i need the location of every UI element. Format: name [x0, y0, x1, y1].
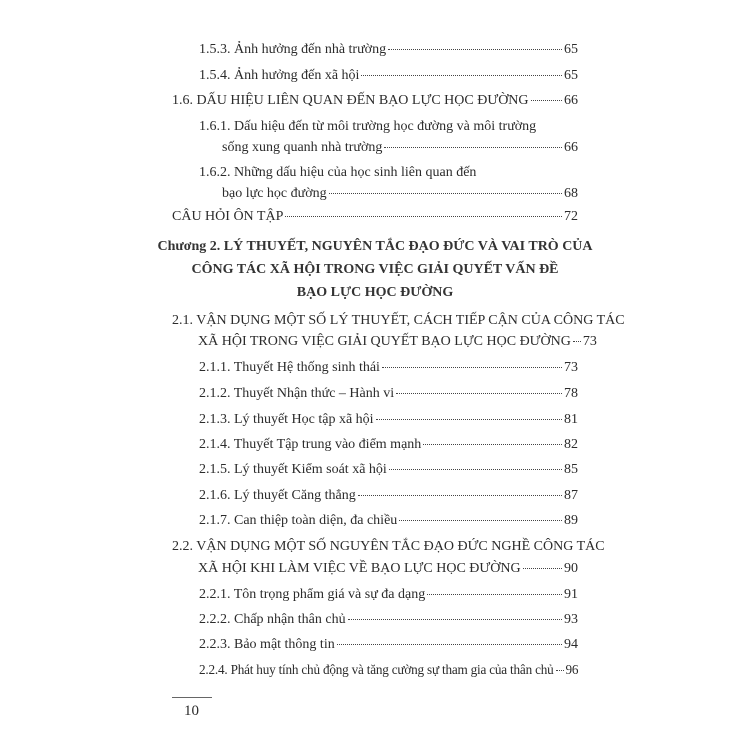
dot-leader [427, 594, 562, 595]
dot-leader [423, 444, 562, 445]
entry-page: 65 [564, 42, 578, 57]
entry-page: 73 [582, 334, 597, 349]
entry-label: 2.1.3. Lý thuyết Học tập xã hội [199, 412, 374, 427]
entry-label: 1.6. DẤU HIỆU LIÊN QUAN ĐẾN BẠO LỰC HỌC ĐƯỜNG [172, 93, 529, 108]
entry-page: 96 [565, 662, 579, 677]
toc-entry-1-5-3 [199, 41, 578, 59]
toc-entry-2-1-1 [199, 359, 578, 377]
entry-label: sống xung quanh nhà trường [222, 140, 383, 155]
entry-label: 2.2.4. Phát huy tính chủ động và tăng cường sự tham gia của thân chủ [199, 662, 554, 677]
dot-leader [337, 644, 562, 645]
dot-leader [531, 100, 562, 101]
toc-entry-2-1-5 [199, 461, 578, 479]
toc-entry-1-5-4 [199, 67, 578, 85]
dot-leader [399, 520, 562, 521]
toc-entry-2-2-4 [199, 661, 578, 679]
toc-entry-2-1-2 [199, 385, 578, 403]
toc-entry-review [172, 208, 578, 226]
toc-entry-2-1-line1: 2.1. VẬN DỤNG MỘT SỐ LÝ THUYẾT, CÁCH TIẾP CẬN CỦA CÔNG TÁC [172, 313, 625, 328]
entry-page: 91 [564, 587, 578, 602]
entry-label: 2.2.2. Chấp nhận thân chủ [199, 612, 346, 627]
toc-entry-2-1-7 [199, 512, 578, 530]
entry-page: 94 [564, 637, 578, 652]
entry-label: XÃ HỘI TRONG VIỆC GIẢI QUYẾT BẠO LỰC HỌC ĐƯỜNG [198, 334, 571, 349]
dot-leader [382, 367, 562, 368]
toc-entry-2-2-3 [199, 636, 578, 654]
dot-leader [361, 75, 562, 76]
toc-entry-1-6-2 [222, 185, 578, 203]
entry-page: 78 [564, 386, 578, 401]
entry-page: 73 [564, 360, 578, 375]
entry-page: 68 [564, 186, 578, 201]
entry-page: 65 [564, 68, 578, 83]
entry-label: 2.1.2. Thuyết Nhận thức – Hành vi [199, 386, 395, 401]
dot-leader [348, 619, 562, 620]
entry-page: 81 [564, 412, 578, 427]
dot-leader [285, 216, 562, 217]
entry-label: 2.1.5. Lý thuyết Kiểm soát xã hội [199, 462, 387, 477]
entry-page: 87 [564, 488, 578, 503]
entry-label: 1.5.3. Ảnh hưởng đến nhà trường [199, 42, 387, 57]
dot-leader [358, 495, 562, 496]
entry-page: 90 [564, 561, 578, 576]
entry-label: CÂU HỎI ÔN TẬP [172, 209, 284, 224]
toc-entry-1-6-2-line1: 1.6.2. Những dấu hiệu của học sinh liên quan đến [199, 165, 477, 180]
entry-label: 1.5.4. Ảnh hưởng đến xã hội [199, 68, 360, 83]
chapter-title-line: Chương 2. LÝ THUYẾT, NGUYÊN TẮC ĐẠO ĐỨC VÀ VAI TRÒ CỦA [157, 239, 593, 254]
entry-label: bạo lực học đường [222, 186, 327, 201]
entry-label: 2.2.3. Bảo mật thông tin [199, 637, 335, 652]
entry-page: 93 [564, 612, 578, 627]
entry-page: 66 [564, 140, 578, 155]
entry-page: 66 [564, 93, 578, 108]
entry-label: 2.1.4. Thuyết Tập trung vào điểm mạnh [199, 437, 422, 452]
entry-label: 2.2.1. Tôn trọng phẩm giá và sự đa dạng [199, 587, 426, 602]
chapter-2-title [60, 235, 690, 304]
dot-leader [556, 670, 564, 671]
chapter-title-line: CÔNG TÁC XÃ HỘI TRONG VIỆC GIẢI QUYẾT VẤN ĐỀ [191, 262, 559, 277]
dot-leader [329, 193, 562, 194]
dot-leader [388, 49, 562, 50]
toc-entry-2-2 [198, 560, 578, 578]
entry-label: 2.1.1. Thuyết Hệ thống sinh thái [199, 360, 380, 375]
dot-leader [523, 568, 562, 569]
footer-rule [172, 697, 212, 698]
dot-leader [396, 393, 562, 394]
chapter-title-line: BẠO LỰC HỌC ĐƯỜNG [296, 285, 454, 300]
entry-page: 89 [564, 513, 578, 528]
toc-entry-1-6 [172, 92, 578, 110]
toc-entry-2-2-line1: 2.2. VẬN DỤNG MỘT SỐ NGUYÊN TẮC ĐẠO ĐỨC NGHỀ CÔNG TÁC [172, 539, 605, 554]
toc-entry-2-1-6 [199, 487, 578, 505]
toc-entry-1-6-1-line1: 1.6.1. Dấu hiệu đến từ môi trường học đường và môi trường [199, 119, 537, 134]
toc-entry-2-2-1 [199, 586, 578, 604]
dot-leader [389, 469, 562, 470]
toc-entry-2-1-4 [199, 436, 578, 454]
dot-leader [376, 419, 562, 420]
entry-label: 2.1.7. Can thiệp toàn diện, đa chiều [199, 513, 398, 528]
dot-leader [573, 341, 581, 342]
toc-entry-1-6-1 [222, 139, 578, 157]
entry-page: 85 [564, 462, 578, 477]
toc-entry-2-1 [198, 333, 597, 351]
toc-entry-2-1-3 [199, 411, 578, 429]
entry-page: 72 [564, 209, 578, 224]
entry-page: 82 [564, 437, 578, 452]
entry-label: 2.1.6. Lý thuyết Căng thẳng [199, 488, 356, 503]
entry-label: XÃ HỘI KHI LÀM VIỆC VỀ BẠO LỰC HỌC ĐƯỜNG [198, 561, 521, 576]
page-number: 10 [184, 703, 199, 719]
toc-entry-2-2-2 [199, 611, 578, 629]
dot-leader [384, 147, 562, 148]
